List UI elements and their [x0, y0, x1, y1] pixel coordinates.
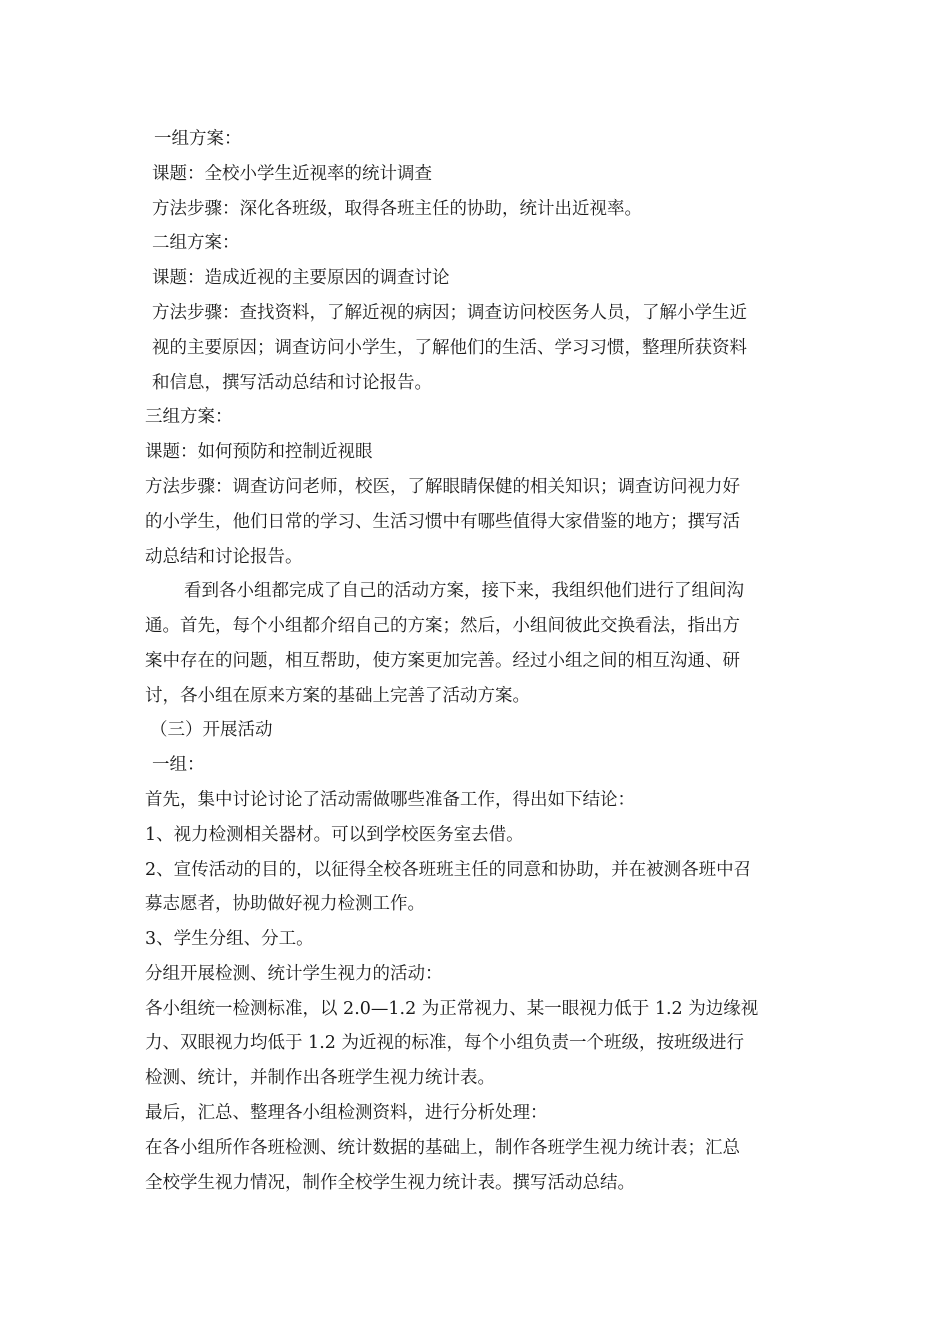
heading-group1: 一组：: [152, 755, 205, 775]
list-item-2-line1: 2、宣传活动的目的，以征得全校各班班主任的同意和协助，并在被测各班中召: [145, 860, 752, 880]
group1-first-step: 首先，集中讨论讨论了活动需做哪些准备工作，得出如下结论：: [145, 790, 635, 810]
summary-line2: 全校学生视力情况，制作全校学生视力统计表。撰写活动总结。: [145, 1173, 635, 1193]
group2-method-line3: 和信息，撰写活动总结和讨论报告。: [152, 373, 432, 393]
group2-method-line1: 方法步骤：查找资料，了解近视的病因；调查访问校医务人员，了解小学生近: [152, 303, 747, 323]
standard-line1: 各小组统一检测标准，以 2.0—1.2 为正常视力、某一眼视力低于 1.2 为边缘视: [145, 999, 759, 1019]
heading-group2-plan: 二组方案：: [152, 233, 240, 253]
group1-method: 方法步骤：深化各班级，取得各班主任的协助，统计出近视率。: [152, 199, 642, 219]
section-heading-activities: （三）开展活动: [150, 720, 273, 740]
group3-method-line3: 动总结和讨论报告。: [145, 547, 303, 567]
standard-line3: 检测、统计，并制作出各班学生视力统计表。: [145, 1068, 495, 1088]
group3-method-line2: 的小学生，他们日常的学习、生活习惯中有哪些值得大家借鉴的地方；撰写活: [145, 512, 740, 532]
paragraph-exchange-line2: 通。首先，每个小组都介绍自己的方案；然后，小组间彼此交换看法，指出方: [145, 616, 740, 636]
list-item-3: 3、学生分组、分工。: [145, 929, 314, 949]
standard-line2: 力、双眼视力均低于 1.2 为近视的标准，每个小组负责一个班级，按班级进行: [145, 1033, 744, 1053]
paragraph-exchange-line4: 讨，各小组在原来方案的基础上完善了活动方案。: [145, 686, 530, 706]
heading-group3-plan: 三组方案：: [145, 407, 233, 427]
group3-topic: 课题：如何预防和控制近视眼: [145, 442, 373, 462]
summary-line1: 在各小组所作各班检测、统计数据的基础上，制作各班学生视力统计表；汇总: [145, 1138, 740, 1158]
list-item-1: 1、视力检测相关器材。可以到学校医务室去借。: [145, 825, 524, 845]
group1-topic: 课题：全校小学生近视率的统计调查: [152, 164, 432, 184]
group1-second-step: 分组开展检测、统计学生视力的活动：: [145, 964, 443, 984]
paragraph-exchange-line1: 看到各小组都完成了自己的活动方案，接下来，我组织他们进行了组间沟: [184, 581, 744, 601]
list-item-2-line2: 募志愿者，协助做好视力检测工作。: [145, 894, 425, 914]
group1-final-step: 最后，汇总、整理各小组检测资料，进行分析处理：: [145, 1103, 548, 1123]
paragraph-exchange-line3: 案中存在的问题，相互帮助，使方案更加完善。经过小组之间的相互沟通、研: [145, 651, 740, 671]
group3-method-line1: 方法步骤：调查访问老师，校医，了解眼睛保健的相关知识；调查访问视力好: [145, 477, 740, 497]
group2-method-line2: 视的主要原因；调查访问小学生，了解他们的生活、学习习惯，整理所获资料: [152, 338, 747, 358]
heading-group1-plan: 一组方案：: [154, 129, 242, 149]
group2-topic: 课题：造成近视的主要原因的调查讨论: [152, 268, 450, 288]
